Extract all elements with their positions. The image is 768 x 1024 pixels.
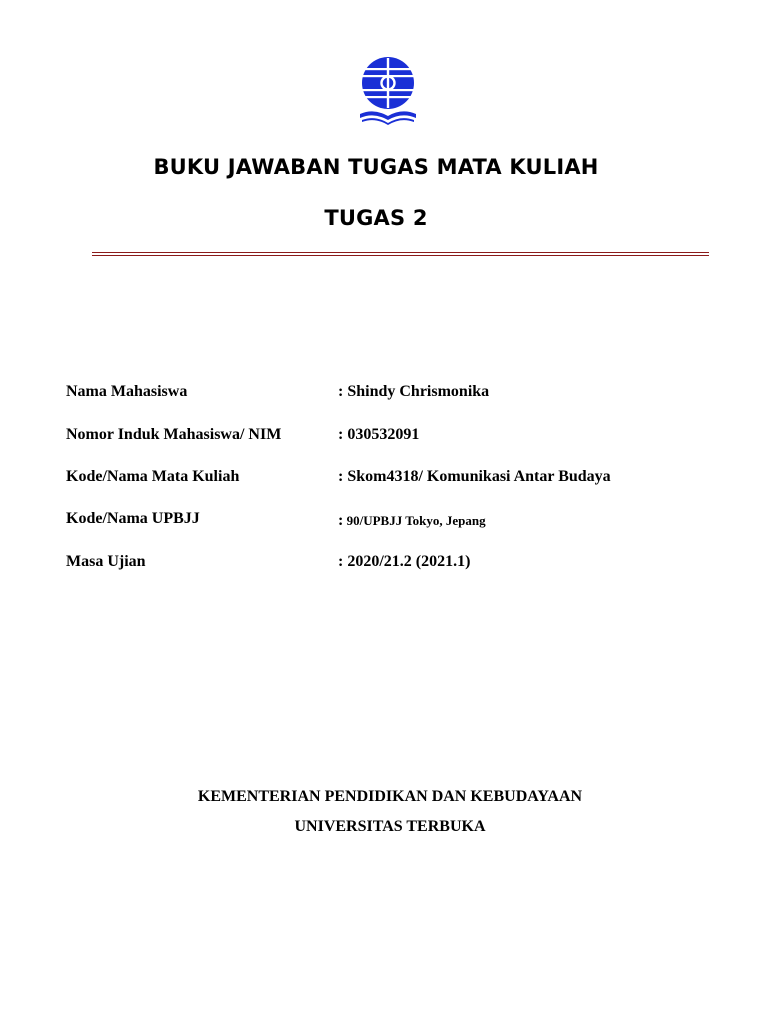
info-value (338, 512, 486, 530)
info-label: Masa Ujian (66, 553, 146, 570)
document-subtitle: TUGAS 2 (324, 206, 428, 230)
universitas-terbuka-logo-icon (356, 56, 420, 126)
info-label: Kode/Nama UPBJJ (66, 510, 200, 527)
info-value: : Shindy Chrismonika (338, 383, 490, 400)
info-label: Nama Mahasiswa (66, 383, 188, 400)
footer-ministry: KEMENTERIAN PENDIDIKAN DAN KEBUDAYAAN (197, 788, 583, 805)
info-value: : 2020/21.2 (2021.1) (338, 553, 471, 570)
info-value: : Skom4318/ Komunikasi Antar Budaya (338, 468, 611, 485)
footer-university: UNIVERSITAS TERBUKA (294, 818, 486, 835)
info-value-colon: : (338, 512, 344, 529)
info-label: Nomor Induk Mahasiswa/ NIM (66, 426, 282, 443)
info-value: : 030532091 (338, 426, 420, 443)
header-divider-bottom (92, 255, 709, 256)
info-label: Kode/Nama Mata Kuliah (66, 468, 240, 485)
document-title: BUKU JAWABAN TUGAS MATA KULIAH (153, 155, 599, 179)
info-value-text: 90/UPBJJ Tokyo, Jepang (346, 513, 486, 528)
header-divider-top (92, 252, 709, 253)
